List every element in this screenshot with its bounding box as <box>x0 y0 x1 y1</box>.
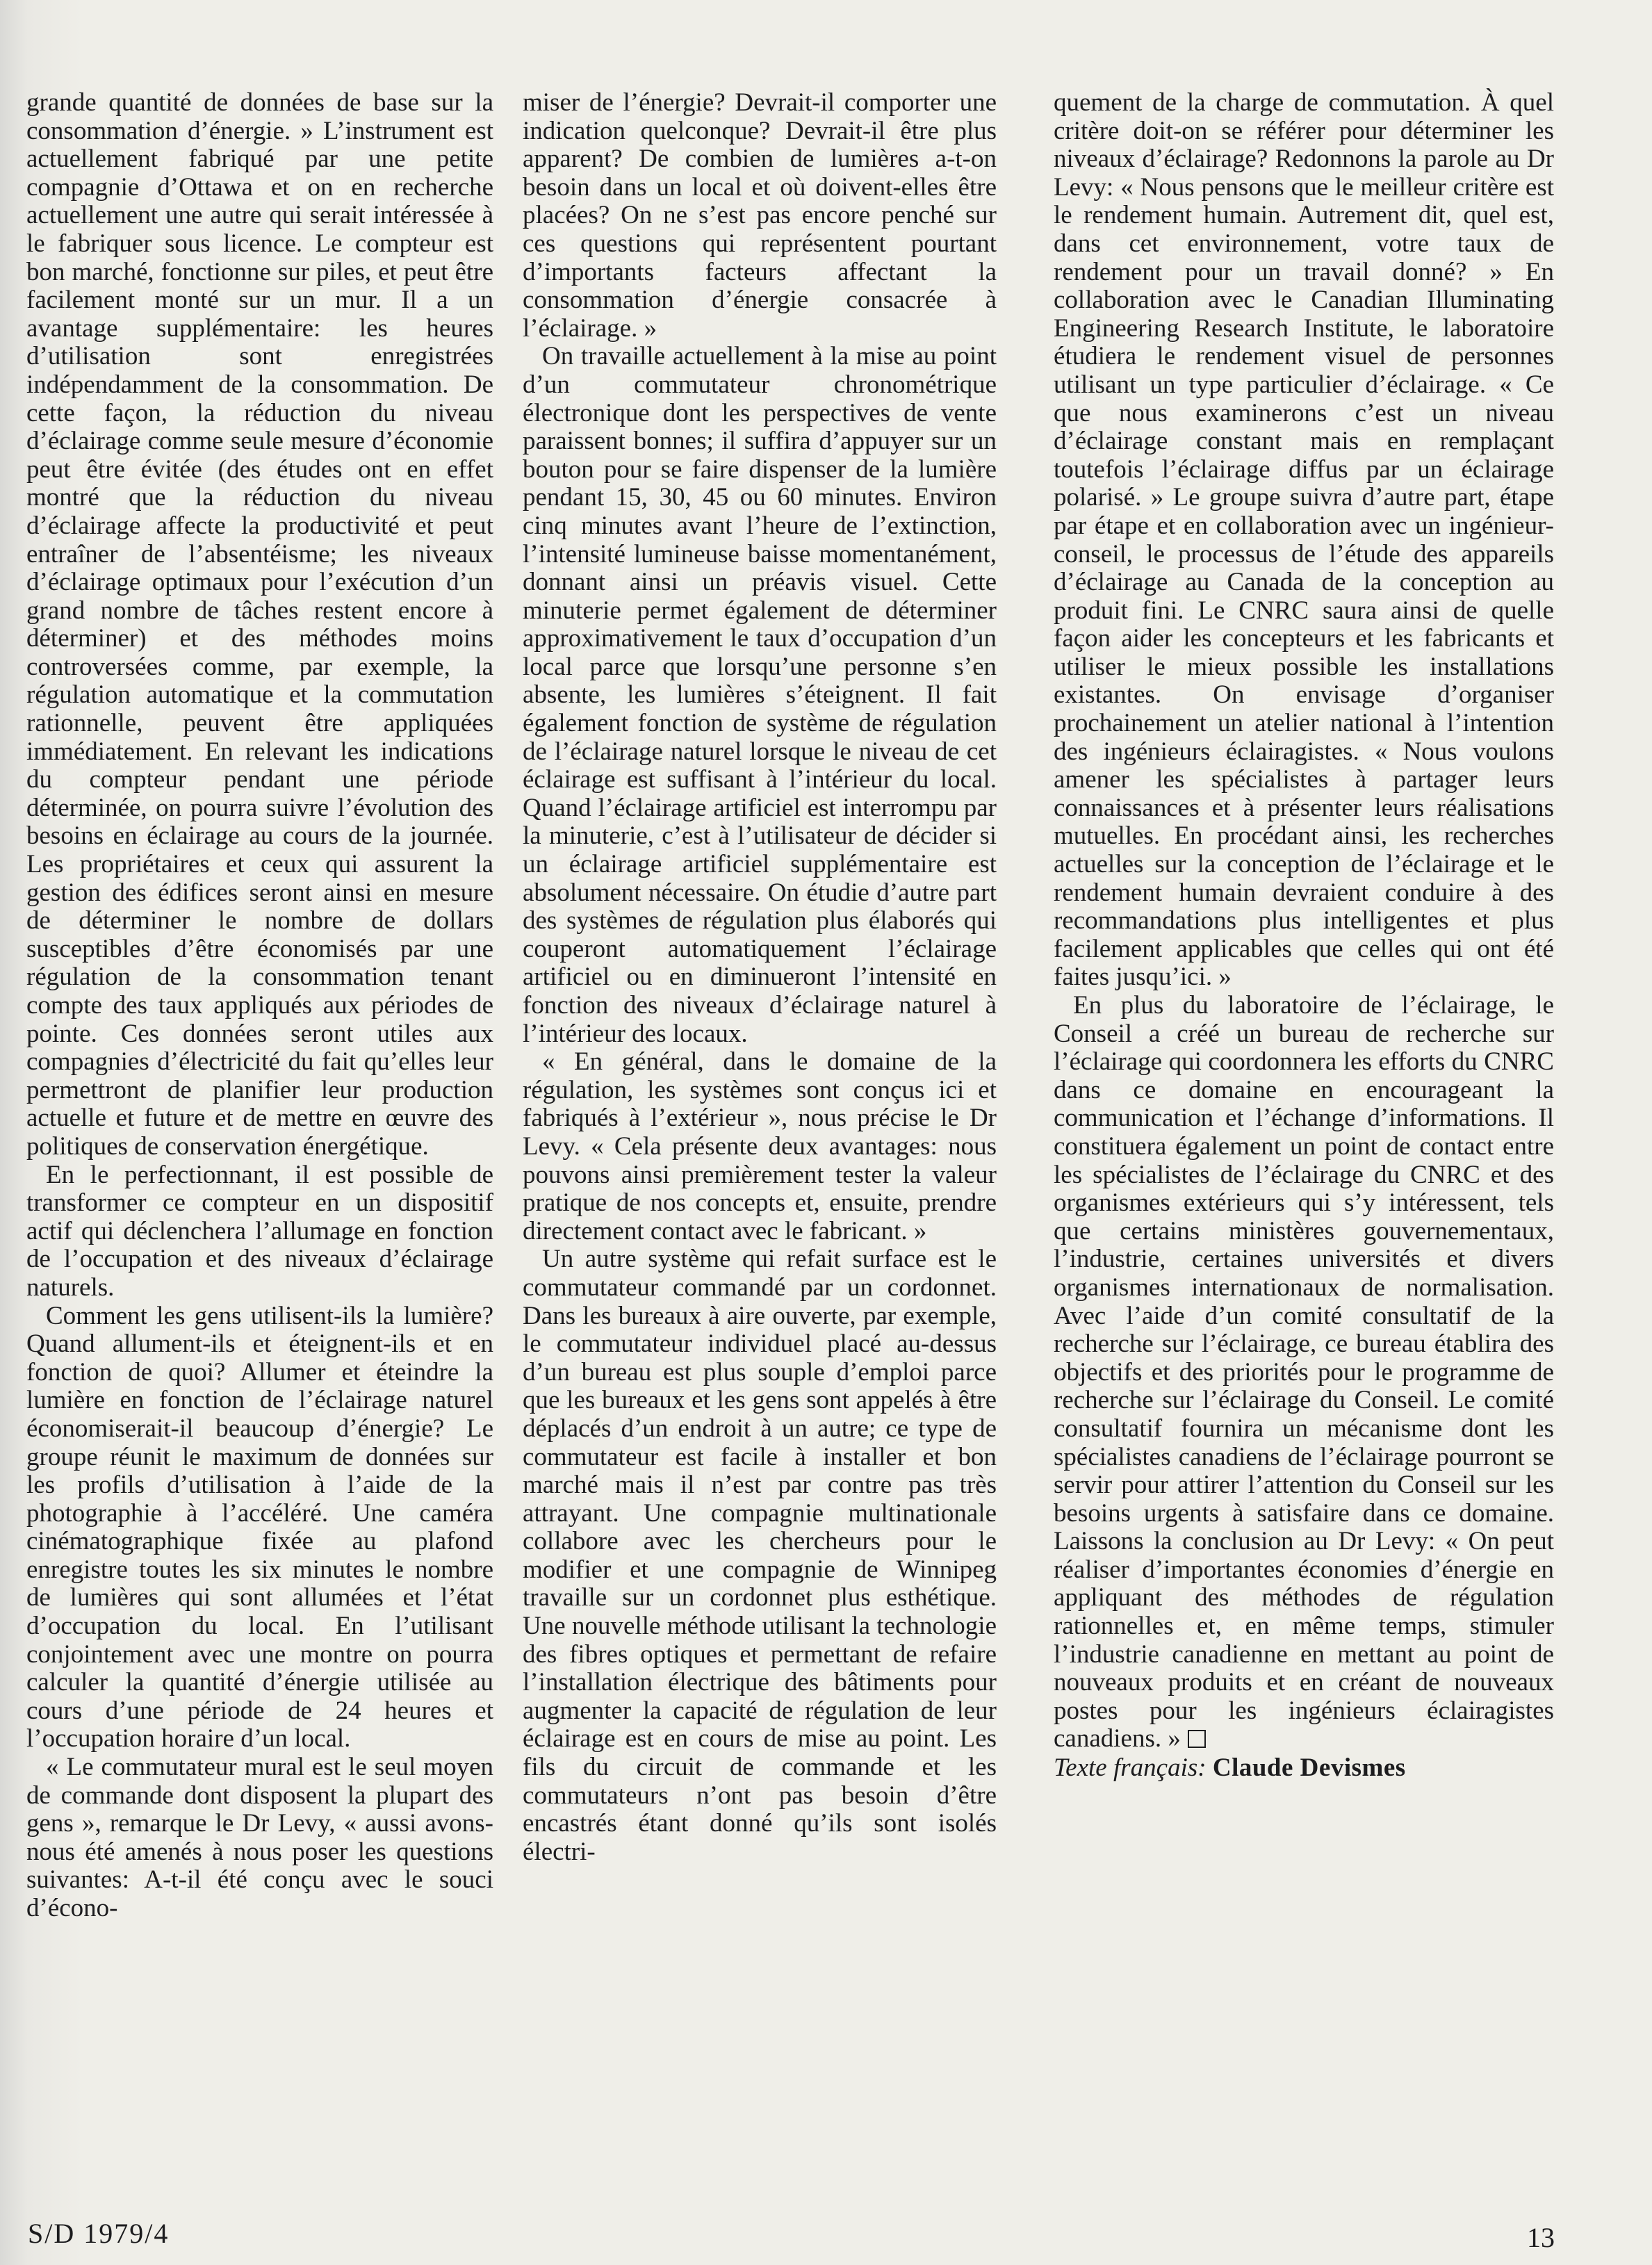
paragraph: « Le commutateur mural est le seul moyen de commande dont disposent la plupart des gens », remarque le Dr Levy, « aussi avons-nous été amenés à nous poser les questions suivantes: A-t-il été conçu avec le souci d’écono- <box>26 1753 493 1922</box>
paragraph-text: En plus du laboratoire de l’éclairage, le Conseil a créé un bureau de recherche sur l’éclairage qui coordonnera les efforts du CNRC dans ce domaine en encourageant la communication et l’échange d’informations. Il constituera également un point de contact entre les spécialistes de l’éclairage du CNRC et des organismes extérieurs qui s’y intéressent, tels que certains ministères gouvernementaux, l’industrie, certaines universités et divers organismes internationaux de normalisation. Avec l’aide d’un comité consultatif de la recherche sur l’éclairage, ce bureau établira des objectifs et des priorités pour le programme de recherche sur l’éclairage du Conseil. Le comité consultatif fournira un mécanisme dont les spécialistes canadiens de l’éclairage pourront se servir pour attirer l’attention du Conseil sur les besoins urgents à satisfaire dans ce domaine. Laissons la conclusion au Dr Levy: « On peut réaliser d’importantes économies d’énergie en appliquant des méthodes de régulation rationnelles et, en même temps, stimuler l’industrie canadienne en mettant au point de nouveaux produits et en créant de nouveaux postes pour les ingénieurs éclairagistes canadiens. » <box>1054 991 1554 1753</box>
paragraph: En le perfectionnant, il est possible de transformer ce compteur en un dispositif actif qui déclenchera l’allumage en fonction de l’occupation et des niveaux d’éclairage naturels. <box>26 1160 493 1302</box>
issue-footer: S/D 1979/4 <box>28 2218 170 2249</box>
end-of-article-square-icon <box>1188 1730 1206 1748</box>
credit-name: Claude Devismes <box>1212 1753 1406 1783</box>
paragraph: On travaille actuellement à la mise au point d’un commutateur chronométrique électronique dont les perspectives de vente paraissent bonnes; il suffira d’appuyer sur un bouton pour se faire dispenser de la lumière pendant 15, 30, 45 ou 60 minutes. Environ cinq minutes avant l’heure de l’extinction, l’intensité lumineuse baisse momentanément, donnant ainsi un préavis visuel. Cette minuterie permet également de déterminer approximativement le taux d’occupation d’un local parce que lorsqu’une personne s’en absente, les lumières s’éteignent. Il fait également fonction de système de régulation de l’éclairage naturel lorsque le niveau de cet éclairage est suffisant à l’intérieur du local. Quand l’éclairage artificiel est interrompu par la minuterie, c’est à l’utilisateur de décider si un éclairage artificiel supplémentaire est absolument nécessaire. On étudie d’autre part des systèmes de régulation plus élaborés qui couperont automatiquement l’éclairage artificiel ou en diminueront l’intensité en fonction des niveaux d’éclairage naturel à l’intérieur des locaux. <box>523 342 997 1048</box>
article-column-2 <box>523 89 997 1866</box>
paragraph: quement de la charge de commutation. À quel critère doit-on se référer pour déterminer les niveaux d’éclairage? Redonnons la parole au Dr Levy: « Nous pensons que le meilleur critère est le rendement humain. Autrement dit, quel est, dans cet environnement, votre taux de rendement pour un travail donné? » En collaboration avec le Canadian Illuminating Engineering Research Institute, le laboratoire étudiera le rendement visuel de personnes utilisant un type particulier d’éclairage. « Ce que nous examinerons c’est un niveau d’éclairage constant mais en remplaçant toutefois l’éclairage diffus par un éclairage polarisé. » Le groupe suivra d’autre part, étape par étape et en collaboration avec un ingénieur-conseil, le processus de l’étude des appareils d’éclairage au Canada de la conception au produit fini. Le CNRC saura ainsi de quelle façon aider les concepteurs et les fabricants et utiliser le mieux possible les installations existantes. On envisage d’organiser prochainement un atelier national à l’intention des ingénieurs éclairagistes. « Nous voulons amener les spécialistes à partager leurs connaissances et à présenter leurs réalisations mutuelles. En procédant ainsi, les recherches actuelles sur la conception de l’éclairage et le rendement humain devraient conduire à des recommandations plus intelligentes et plus facilement applicables que celles qui ont été faites jusqu’ici. » <box>1054 88 1554 992</box>
paragraph: Comment les gens utilisent-ils la lumière? Quand allument-ils et éteignent-ils et en fonction de quoi? Allumer et éteindre la lumière en fonction de l’éclairage naturel économiserait-il beaucoup d’énergie? Le groupe réunit le maximum de données sur les profils d’utilisation à l’aide de la photographie à l’accéléré. Une caméra cinématographique fixée au plafond enregistre toutes les six minutes le nombre de lumières qui sont allumées et l’état d’occupation du local. En l’utilisant conjointement avec une montre on pourra calculer la quantité d’énergie utilisée au cours d’une période de 24 heures et l’occupation horaire d’un local. <box>26 1301 493 1753</box>
paragraph: miser de l’énergie? Devrait-il comporter une indication quelconque? Devrait-il être plus apparent? De combien de lumières a-t-on besoin dans un local et où doivent-elles être placées? On ne s’est pas encore penché sur ces questions qui représentent pourtant d’importants facteurs affectant la consommation d’énergie consacrée à l’éclairage. » <box>523 88 997 343</box>
paragraph: « En général, dans le domaine de la régulation, les systèmes sont conçus ici et fabriqués à l’extérieur », nous précise le Dr Levy. « Cela présente deux avantages: nous pouvons ainsi premièrement tester la valeur pratique de nos concepts et, ensuite, prendre directement contact avec le fabricant. » <box>523 1047 997 1245</box>
paragraph: Un autre système qui refait surface est le commutateur commandé par un cordonnet. Dans les bureaux à aire ouverte, par exemple, le commutateur individuel placé au-dessus d’un bureau est plus souple d’emploi parce que les bureaux et les gens sont appelés à être déplacés d’un endroit à un autre; ce type de commutateur est facile à installer et bon marché mais il n’est par contre pas très attrayant. Une compagnie multinationale collabore avec les chercheurs pour le modifier et une compagnie de Winnipeg travaille sur un cordonnet plus esthétique. Une nouvelle méthode utilisant la technologie des fibres optiques et permettant de refaire l’installation électrique des bâtiments pour augmenter la capacité de régulation de leur éclairage est en cours de mise au point. Les fils du circuit de commande et les commutateurs n’ont pas besoin d’être encastrés étant donné qu’ils sont isolés électri- <box>523 1245 997 1866</box>
article-column-1 <box>26 89 493 1923</box>
article-column-3 <box>1054 89 1554 1783</box>
paragraph: grande quantité de données de base sur la consommation d’énergie. » L’instrument est actuellement fabriqué par une petite compagnie d’Ottawa et on en recherche actuellement une autre qui serait intéressée à le fabriquer sous licence. Le compteur est bon marché, fonctionne sur piles, et peut être facilement monté sur un mur. Il a un avantage supplémentaire: les heures d’utilisation sont enregistrées indépendamment de la consommation. De cette façon, la réduction du niveau d’éclairage comme seule mesure d’économie peut être évitée (des études ont en effet montré que la réduction du niveau d’éclairage affecte la productivité et peut entraîner de l’absentéisme; les niveaux d’éclairage optimaux pour l’exécution d’un grand nombre de tâches restent encore à déterminer) et des méthodes moins controversées comme, par exemple, la régulation automatique et la commutation rationnelle, peuvent être appliquées immédiatement. En relevant les indications du compteur pendant une période déterminée, on pourra suivre l’évolution des besoins en éclairage au cours de la journée. Les propriétaires et ceux qui assurent la gestion des édifices seront ainsi en mesure de déterminer le nombre de dollars susceptibles d’être économisés par une régulation de la consommation tenant compte des taux appliqués aux périodes de pointe. Ces données seront utiles aux compagnies d’électricité du fait qu’elles leur permettront de planifier leur production actuelle et future et de mettre en œuvre des politiques de conservation énergétique. <box>26 88 493 1161</box>
credit-label: Texte français: <box>1054 1753 1207 1783</box>
translation-credit <box>1054 1753 1554 1783</box>
paragraph-final <box>1054 992 1554 1753</box>
page-number: 13 <box>1527 2222 1555 2253</box>
